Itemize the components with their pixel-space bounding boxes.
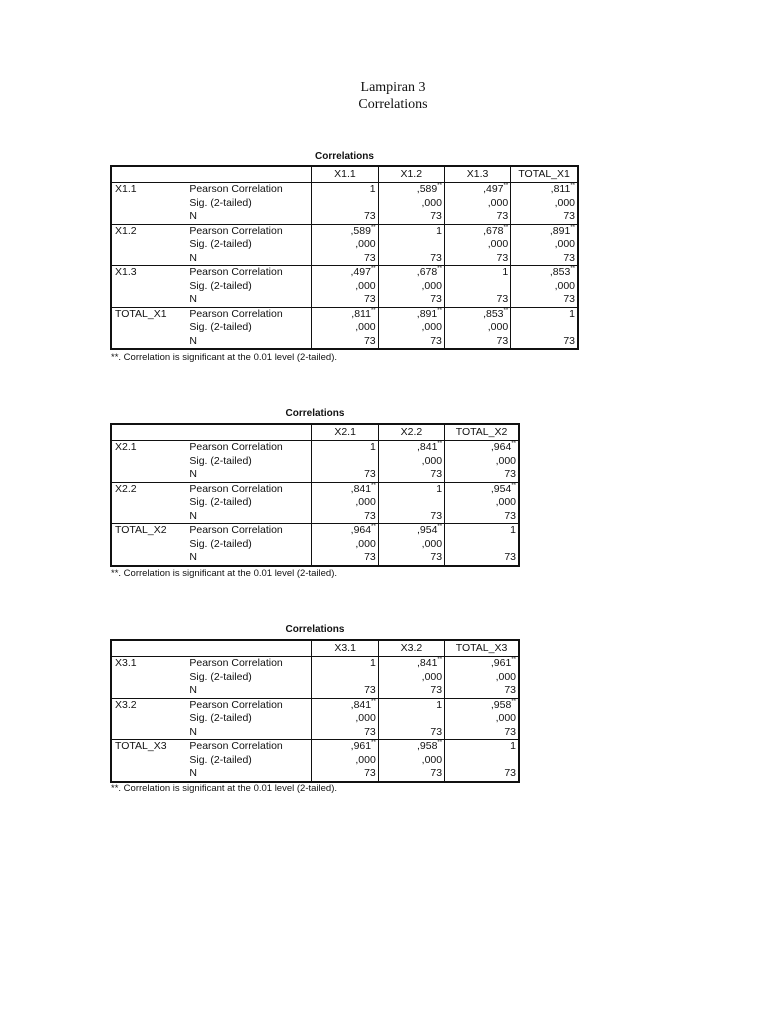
pearson-number: ,841 — [416, 657, 438, 669]
pearson-value — [312, 183, 375, 197]
pearson-number: 1 — [369, 441, 376, 453]
n-value: 73 — [364, 509, 376, 522]
n-value: 73 — [504, 468, 516, 480]
table-row — [111, 224, 578, 266]
pearson-number: ,853 — [483, 307, 504, 320]
sig-value — [312, 671, 375, 685]
value-cell — [511, 307, 578, 349]
sig-value: ,000 — [421, 753, 443, 766]
pearson-value — [312, 308, 375, 322]
value-cell — [312, 307, 378, 349]
n-value: 73 — [364, 767, 376, 779]
row-variable-label: TOTAL_X2 — [115, 524, 167, 536]
n-value: 73 — [504, 725, 516, 738]
pearson-value — [445, 483, 516, 497]
stat-label-pearson: Pearson Correlation — [189, 482, 283, 495]
significance-marker: ** — [371, 482, 376, 489]
stat-label-pearson: Pearson Correlation — [189, 307, 283, 320]
pearson-value — [379, 441, 442, 455]
row-variable-label: X2.1 — [115, 441, 137, 453]
column-header: X2.1 — [312, 424, 378, 441]
header-blank — [187, 424, 312, 441]
stat-label-n: N — [189, 293, 197, 305]
value-cell — [378, 524, 444, 566]
stat-label-sig: Sig. (2-tailed) — [189, 753, 252, 766]
pearson-value — [511, 266, 575, 280]
significance-marker: ** — [511, 657, 516, 663]
sig-value: ,000 — [495, 712, 516, 724]
header-blank — [111, 166, 187, 183]
sig-value — [511, 321, 575, 335]
n-value: 73 — [364, 551, 376, 563]
column-header: X3.2 — [378, 640, 444, 657]
row-variable-cell — [111, 698, 187, 740]
sig-value: ,000 — [421, 537, 443, 550]
pearson-value — [312, 266, 375, 280]
significance-marker: ** — [371, 698, 376, 705]
value-cell — [378, 441, 444, 483]
significance-marker: ** — [503, 307, 509, 314]
correlation-table — [110, 423, 520, 567]
row-variable-cell — [111, 441, 187, 483]
table-row — [111, 266, 578, 308]
n-value: 73 — [504, 509, 516, 522]
stat-label-pearson: Pearson Correlation — [189, 657, 283, 669]
pearson-value — [312, 441, 375, 455]
pearson-value — [445, 699, 516, 713]
row-variable-label: X2.2 — [115, 482, 137, 495]
value-cell — [312, 266, 378, 308]
document-title: Lampiran 3 — [360, 80, 426, 95]
pearson-number: ,589 — [416, 183, 438, 195]
n-value: 73 — [430, 251, 442, 264]
n-value: 73 — [363, 210, 376, 222]
column-header: X1.2 — [378, 166, 444, 183]
pearson-number: 1 — [436, 224, 442, 237]
stat-label-pearson: Pearson Correlation — [189, 224, 283, 237]
column-header: X3.1 — [312, 640, 378, 657]
n-value: 73 — [504, 767, 516, 779]
sig-value: ,000 — [554, 238, 575, 250]
value-cell — [445, 657, 519, 699]
row-variable-label: TOTAL_X1 — [115, 307, 167, 320]
stat-label-n: N — [189, 509, 197, 522]
sig-value — [312, 197, 375, 211]
n-value: 73 — [430, 725, 443, 738]
column-header: TOTAL_X3 — [445, 640, 519, 657]
header-blank — [111, 640, 187, 657]
sig-value: ,000 — [355, 279, 376, 292]
sig-value: ,000 — [355, 537, 376, 550]
table-row — [111, 740, 519, 782]
sig-value — [379, 496, 442, 510]
column-header: X1.1 — [312, 166, 378, 183]
value-cell — [378, 266, 444, 308]
pearson-number: ,678 — [483, 224, 504, 237]
value-cell — [312, 441, 378, 483]
value-cell — [378, 482, 444, 524]
pearson-number: ,841 — [416, 441, 438, 453]
pearson-number: ,811 — [550, 183, 571, 195]
sig-value: ,000 — [495, 454, 516, 467]
significance-marker: ** — [511, 441, 516, 447]
pearson-number: ,841 — [350, 482, 372, 495]
pearson-number: ,811 — [351, 307, 371, 320]
value-cell — [378, 224, 444, 266]
significance-marker: ** — [437, 740, 443, 746]
correlation-table — [110, 165, 579, 350]
pearson-value — [445, 441, 516, 455]
n-value: 73 — [496, 293, 509, 305]
n-value: 73 — [364, 684, 376, 696]
table-footnote: **. Correlation is significant at the 0.01 level (2-tailed). — [111, 352, 338, 363]
significance-marker: ** — [370, 224, 376, 231]
pearson-value — [379, 225, 442, 239]
stat-label-n: N — [189, 251, 197, 264]
n-value: 73 — [430, 468, 443, 480]
value-cell — [378, 657, 444, 699]
sig-value: ,000 — [487, 321, 509, 333]
pearson-value — [379, 266, 442, 280]
pearson-number: 1 — [436, 698, 443, 711]
sig-value — [445, 280, 508, 294]
pearson-value — [379, 308, 442, 322]
value-cell — [378, 740, 444, 782]
header-blank — [187, 640, 312, 657]
pearson-value — [511, 225, 575, 239]
pearson-number: 1 — [510, 740, 516, 752]
n-value: 73 — [504, 551, 516, 563]
table-caption: Correlations — [285, 624, 345, 635]
value-cell — [445, 482, 519, 524]
table-caption: Correlations — [285, 408, 345, 419]
sig-value: ,000 — [487, 238, 509, 250]
pearson-number: ,497 — [350, 266, 371, 278]
header-blank — [111, 424, 187, 441]
stat-label-n: N — [189, 334, 197, 347]
row-variable-label: X1.3 — [115, 266, 137, 278]
value-cell — [312, 224, 378, 266]
pearson-value — [511, 308, 575, 322]
column-header: TOTAL_X2 — [445, 424, 519, 441]
pearson-value — [379, 657, 442, 671]
header-row — [111, 424, 519, 441]
sig-value: ,000 — [355, 712, 376, 724]
value-cell — [445, 441, 519, 483]
header-row — [111, 166, 578, 183]
pearson-value — [445, 657, 516, 671]
column-header: X2.2 — [378, 424, 444, 441]
stat-label-pearson: Pearson Correlation — [189, 524, 283, 536]
n-value: 73 — [496, 334, 509, 347]
sig-value: ,000 — [421, 279, 442, 292]
pearson-value — [379, 699, 442, 713]
significance-marker: ** — [570, 183, 575, 189]
value-cell — [445, 698, 519, 740]
n-value: 73 — [504, 684, 516, 696]
pearson-number: ,891 — [549, 224, 571, 237]
value-cell — [378, 183, 444, 225]
correlation-table — [110, 639, 520, 783]
table-row — [111, 524, 519, 566]
value-cell — [312, 657, 378, 699]
stat-label-sig: Sig. (2-tailed) — [189, 321, 252, 333]
value-cell — [312, 740, 378, 782]
stat-label-n: N — [189, 767, 197, 779]
stat-label-sig: Sig. (2-tailed) — [189, 238, 252, 250]
value-cell — [444, 224, 510, 266]
value-cell — [511, 266, 578, 308]
pearson-number: 1 — [569, 307, 575, 320]
sig-value: ,000 — [495, 670, 516, 683]
sig-value: ,000 — [421, 321, 442, 333]
significance-marker: ** — [370, 307, 376, 314]
significance-marker: ** — [370, 266, 376, 272]
significance-marker: ** — [570, 224, 575, 231]
n-value: 73 — [430, 334, 442, 347]
sig-value — [445, 538, 516, 552]
stat-label-sig: Sig. (2-tailed) — [189, 454, 252, 467]
pearson-number: 1 — [436, 482, 443, 495]
pearson-value — [379, 524, 442, 538]
pearson-number: 1 — [369, 183, 376, 195]
stat-labels-cell — [187, 482, 312, 524]
value-cell — [444, 307, 510, 349]
pearson-value — [312, 657, 375, 671]
sig-value: ,000 — [355, 496, 376, 508]
sig-value: ,000 — [355, 321, 376, 333]
table-row — [111, 482, 519, 524]
stat-label-n: N — [189, 551, 197, 563]
value-cell — [511, 183, 578, 225]
value-cell — [378, 698, 444, 740]
sig-value: ,000 — [554, 279, 575, 292]
n-value: 73 — [563, 210, 575, 222]
pearson-number: 1 — [510, 524, 516, 536]
document-subtitle: Correlations — [358, 97, 428, 112]
value-cell — [511, 224, 578, 266]
table-row — [111, 441, 519, 483]
value-cell — [312, 482, 378, 524]
sig-value: ,000 — [495, 496, 516, 508]
significance-marker: ** — [511, 482, 516, 489]
n-value: 73 — [430, 210, 442, 222]
pearson-number: ,853 — [549, 266, 571, 278]
n-value: 73 — [563, 293, 575, 305]
stat-label-sig: Sig. (2-tailed) — [189, 496, 252, 508]
stat-label-pearson: Pearson Correlation — [189, 698, 283, 711]
sig-value: ,000 — [487, 196, 509, 209]
pearson-value — [511, 183, 575, 197]
row-variable-cell — [111, 224, 187, 266]
stat-label-n: N — [189, 684, 197, 696]
pearson-number: ,678 — [416, 266, 438, 278]
pearson-value — [379, 183, 442, 197]
pearson-value — [312, 225, 375, 239]
stat-label-pearson: Pearson Correlation — [189, 266, 283, 278]
stat-label-sig: Sig. (2-tailed) — [189, 196, 252, 209]
row-variable-label: X1.2 — [115, 224, 137, 237]
n-value: 73 — [496, 210, 509, 222]
sig-value: ,000 — [355, 238, 376, 250]
significance-marker: ** — [437, 441, 443, 447]
pearson-value — [312, 740, 375, 754]
n-value: 73 — [563, 334, 575, 347]
sig-value — [445, 754, 516, 768]
pearson-number: ,497 — [483, 183, 504, 195]
stat-labels-cell — [187, 183, 312, 225]
stat-labels-cell — [187, 307, 312, 349]
value-cell — [312, 698, 378, 740]
pearson-number: 1 — [369, 657, 376, 669]
row-variable-label: X3.1 — [115, 657, 137, 669]
pearson-value — [312, 699, 375, 713]
pearson-value — [445, 266, 508, 280]
table-row — [111, 307, 578, 349]
sig-value — [379, 712, 442, 726]
pearson-number: 1 — [502, 266, 509, 278]
column-header: X1.3 — [444, 166, 510, 183]
n-value: 73 — [430, 551, 443, 563]
pearson-number: ,964 — [490, 441, 512, 453]
sig-value: ,000 — [355, 753, 376, 766]
pearson-number: ,954 — [490, 482, 512, 495]
value-cell — [312, 183, 378, 225]
pearson-number: ,961 — [350, 740, 372, 752]
table-row — [111, 698, 519, 740]
value-cell — [445, 524, 519, 566]
stat-labels-cell — [187, 224, 312, 266]
n-value: 73 — [363, 251, 376, 264]
n-value: 73 — [430, 509, 443, 522]
table-row — [111, 183, 578, 225]
value-cell — [445, 740, 519, 782]
row-variable-cell — [111, 740, 187, 782]
stat-label-sig: Sig. (2-tailed) — [189, 712, 252, 724]
pearson-value — [445, 524, 516, 538]
n-value: 73 — [430, 767, 443, 779]
pearson-number: ,589 — [350, 224, 371, 237]
stat-label-sig: Sig. (2-tailed) — [189, 670, 252, 683]
header-blank — [187, 166, 312, 183]
row-variable-cell — [111, 524, 187, 566]
stat-label-sig: Sig. (2-tailed) — [189, 279, 252, 292]
pearson-value — [445, 225, 508, 239]
significance-marker: ** — [437, 307, 442, 314]
pearson-value — [379, 740, 442, 754]
row-variable-cell — [111, 657, 187, 699]
stat-labels-cell — [187, 441, 312, 483]
stat-label-sig: Sig. (2-tailed) — [189, 537, 252, 550]
significance-marker: ** — [437, 266, 442, 272]
significance-marker: ** — [570, 266, 575, 272]
table-caption: Correlations — [315, 151, 374, 162]
n-value: 73 — [363, 334, 376, 347]
significance-marker: ** — [437, 657, 443, 663]
stat-label-n: N — [189, 468, 197, 480]
pearson-value — [312, 483, 375, 497]
value-cell — [444, 183, 510, 225]
sig-value: ,000 — [421, 196, 442, 209]
sig-value: ,000 — [421, 454, 443, 467]
pearson-value — [379, 483, 442, 497]
pearson-number: ,891 — [416, 307, 438, 320]
pearson-value — [445, 183, 508, 197]
row-variable-label: TOTAL_X3 — [115, 740, 167, 752]
n-value: 73 — [496, 251, 509, 264]
sig-value — [312, 455, 375, 469]
header-row — [111, 640, 519, 657]
n-value: 73 — [363, 293, 376, 305]
sig-value: ,000 — [421, 670, 443, 683]
stat-labels-cell — [187, 698, 312, 740]
stat-labels-cell — [187, 657, 312, 699]
pearson-number: ,841 — [350, 698, 372, 711]
significance-marker: ** — [371, 740, 376, 746]
pearson-number: ,961 — [490, 657, 512, 669]
significance-marker: ** — [511, 698, 516, 705]
sig-value — [379, 238, 442, 252]
n-value: 73 — [430, 293, 442, 305]
significance-marker: ** — [371, 524, 376, 530]
row-variable-label: X1.1 — [115, 183, 137, 195]
stat-labels-cell — [187, 740, 312, 782]
stat-label-pearson: Pearson Correlation — [189, 441, 283, 453]
row-variable-label: X3.2 — [115, 698, 137, 711]
pearson-value — [445, 308, 508, 322]
table-row — [111, 657, 519, 699]
pearson-number: ,958 — [490, 698, 512, 711]
row-variable-cell — [111, 183, 187, 225]
pearson-number: ,954 — [416, 524, 438, 536]
row-variable-cell — [111, 266, 187, 308]
significance-marker: ** — [503, 183, 509, 189]
value-cell — [312, 524, 378, 566]
pearson-value — [312, 524, 375, 538]
significance-marker: ** — [437, 524, 443, 530]
stat-label-pearson: Pearson Correlation — [189, 740, 283, 752]
n-value: 73 — [563, 251, 575, 264]
pearson-number: ,958 — [416, 740, 438, 752]
table-footnote: **. Correlation is significant at the 0.01 level (2-tailed). — [111, 783, 338, 794]
column-header: TOTAL_X1 — [511, 166, 578, 183]
n-value: 73 — [430, 684, 443, 696]
pearson-number: ,964 — [350, 524, 372, 536]
significance-marker: ** — [503, 224, 509, 231]
value-cell — [378, 307, 444, 349]
stat-label-pearson: Pearson Correlation — [189, 183, 283, 195]
stat-labels-cell — [187, 524, 312, 566]
n-value: 73 — [364, 725, 376, 738]
stat-label-n: N — [189, 725, 197, 738]
sig-value: ,000 — [554, 196, 575, 209]
value-cell — [444, 266, 510, 308]
n-value: 73 — [364, 468, 376, 480]
table-footnote: **. Correlation is significant at the 0.01 level (2-tailed). — [111, 568, 338, 579]
pearson-value — [445, 740, 516, 754]
significance-marker: ** — [437, 183, 442, 189]
stat-labels-cell — [187, 266, 312, 308]
row-variable-cell — [111, 482, 187, 524]
stat-label-n: N — [189, 210, 197, 222]
row-variable-cell — [111, 307, 187, 349]
